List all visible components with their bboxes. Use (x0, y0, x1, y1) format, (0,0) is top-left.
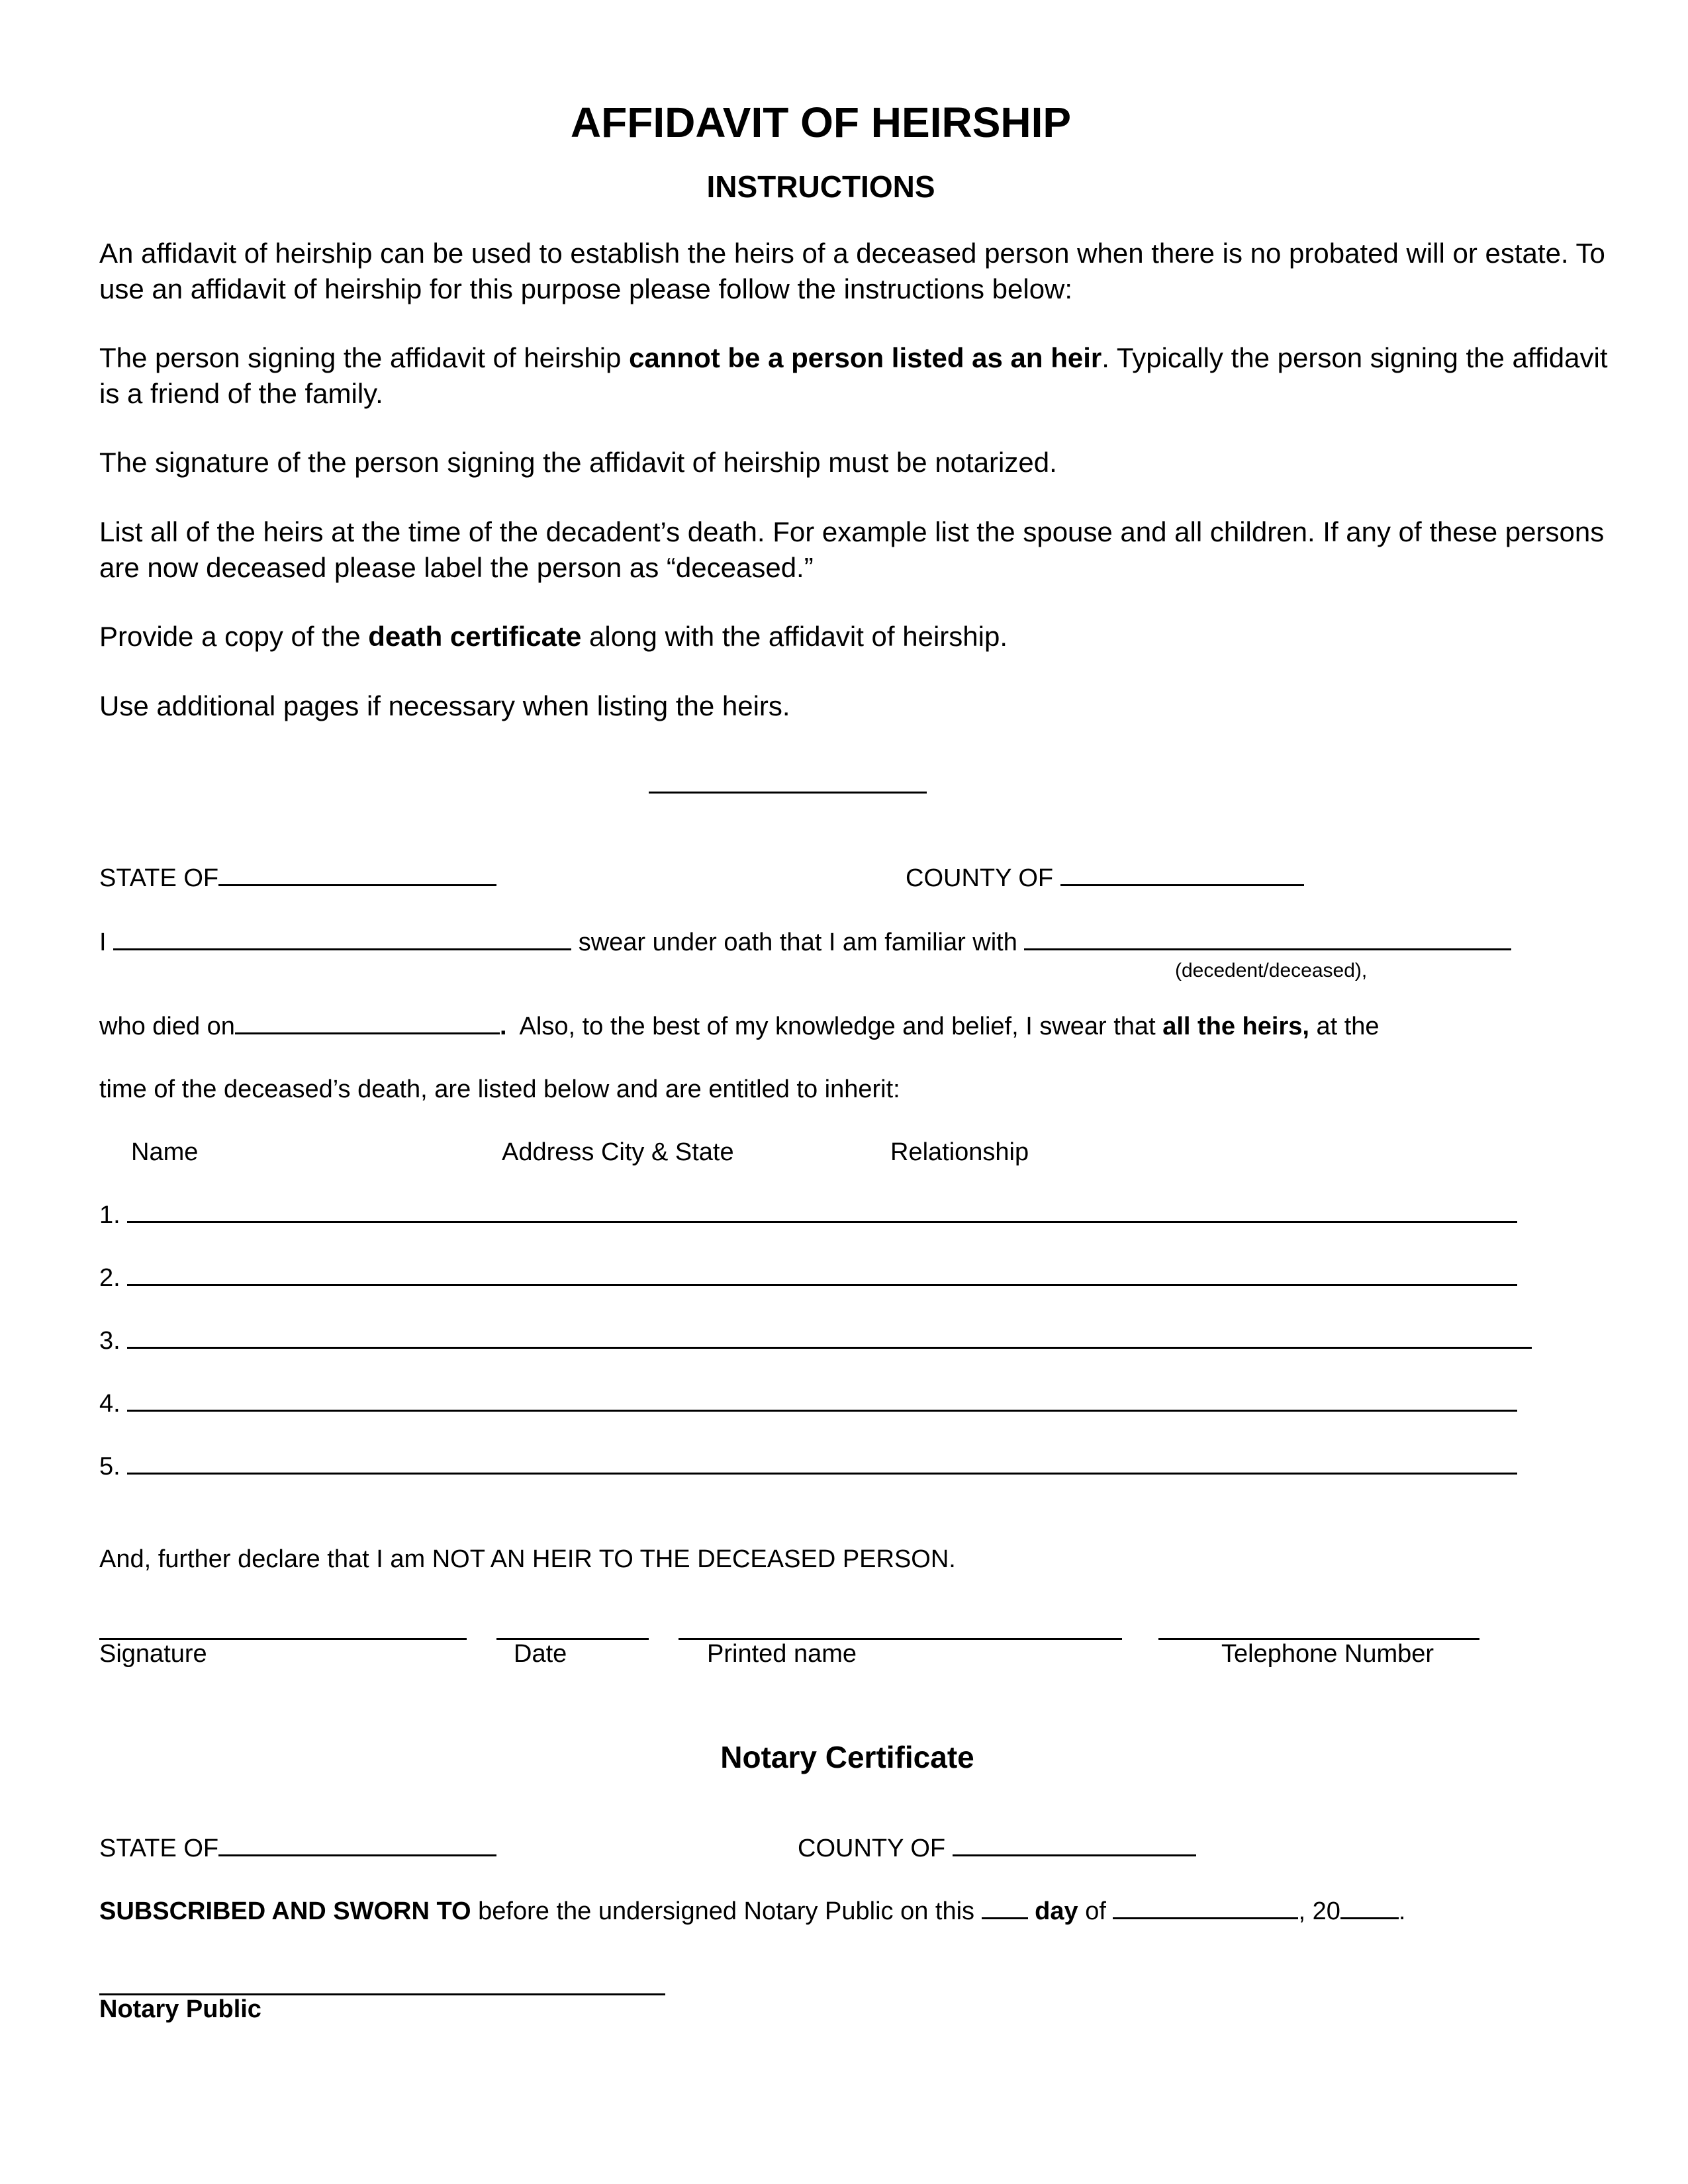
signature-label: Signature (99, 1640, 207, 1668)
year-field[interactable] (1340, 1917, 1399, 1919)
oath-row: I swear under oath that I am familiar with (99, 929, 1511, 957)
heir-row: 4. (99, 1390, 1517, 1418)
decedent-name-field[interactable] (1024, 948, 1511, 950)
section-divider (649, 792, 927, 794)
not-heir-declaration: And, further declare that I am NOT AN HEIR TO THE DECEASED PERSON. (99, 1545, 956, 1573)
heir-field-2[interactable] (127, 1283, 1517, 1286)
heir-row: 5. (99, 1453, 1517, 1481)
time-of-death-text: time of the deceased’s death, are listed below and are entitled to inherit: (99, 1075, 900, 1103)
instruction-paragraph-6: Use additional pages if necessary when listing the heirs. (99, 690, 790, 721)
instruction-paragraph-1: An affidavit of heirship can be used to establish the heirs of a deceased person when there is no probated will or estate. To use an affidavit of heirship for this purpose please follow the instructions below: (99, 238, 1605, 304)
county-of-row: COUNTY OF (906, 864, 1304, 893)
died-on-row: who died on . Also, to the best of my knowledge and belief, I swear that all the heirs, at the (99, 1013, 1380, 1040)
heir-field-3[interactable] (127, 1346, 1532, 1349)
day-field[interactable] (982, 1917, 1028, 1919)
decedent-note: (decedent/deceased), (1175, 960, 1368, 981)
affiant-name-field[interactable] (113, 948, 571, 950)
notary-state-row: STATE OF (99, 1835, 496, 1863)
instructions-heading: INSTRUCTIONS (706, 169, 935, 204)
notary-county-row: COUNTY OF (798, 1835, 1196, 1863)
column-address: Address City & State (502, 1138, 734, 1166)
heir-row: 2. (99, 1264, 1517, 1293)
column-name: Name (131, 1138, 199, 1166)
heir-field-5[interactable] (127, 1472, 1517, 1475)
notary-state-field[interactable] (218, 1854, 496, 1856)
county-field[interactable] (1060, 884, 1304, 886)
state-of-row: STATE OF (99, 864, 496, 893)
state-field[interactable] (218, 884, 496, 886)
date-of-death-field[interactable] (235, 1032, 500, 1034)
notary-certificate-title: Notary Certificate (720, 1740, 974, 1774)
subscribed-sworn-row: SUBSCRIBED AND SWORN TO before the undersigned Notary Public on this day of , 20 . (99, 1897, 1406, 1925)
printed-name-label: Printed name (707, 1640, 857, 1668)
heir-field-4[interactable] (127, 1409, 1517, 1412)
telephone-label: Telephone Number (1221, 1640, 1434, 1668)
heir-row: 1. (99, 1201, 1517, 1230)
date-label: Date (514, 1640, 567, 1668)
document-title: AFFIDAVIT OF HEIRSHIP (570, 99, 1072, 146)
month-field[interactable] (1113, 1917, 1298, 1919)
instruction-paragraph-3: The signature of the person signing the affidavit of heirship must be notarized. (99, 447, 1057, 478)
heir-field-1[interactable] (127, 1220, 1517, 1223)
instruction-paragraph-2: The person signing the affidavit of heirship cannot be a person listed as an heir. Typically the person signing the affidavit is a friend of the family. (99, 342, 1608, 409)
notary-public-label: Notary Public (99, 1995, 261, 2023)
heir-row: 3. (99, 1327, 1532, 1355)
notary-county-field[interactable] (953, 1854, 1196, 1856)
column-relationship: Relationship (890, 1138, 1029, 1166)
instruction-paragraph-5: Provide a copy of the death certificate along with the affidavit of heirship. (99, 621, 1008, 652)
instruction-paragraph-4: List all of the heirs at the time of the decadent’s death. For example list the spouse and all children. If any of these persons are now deceased please label the person as “deceased.” (99, 516, 1605, 583)
